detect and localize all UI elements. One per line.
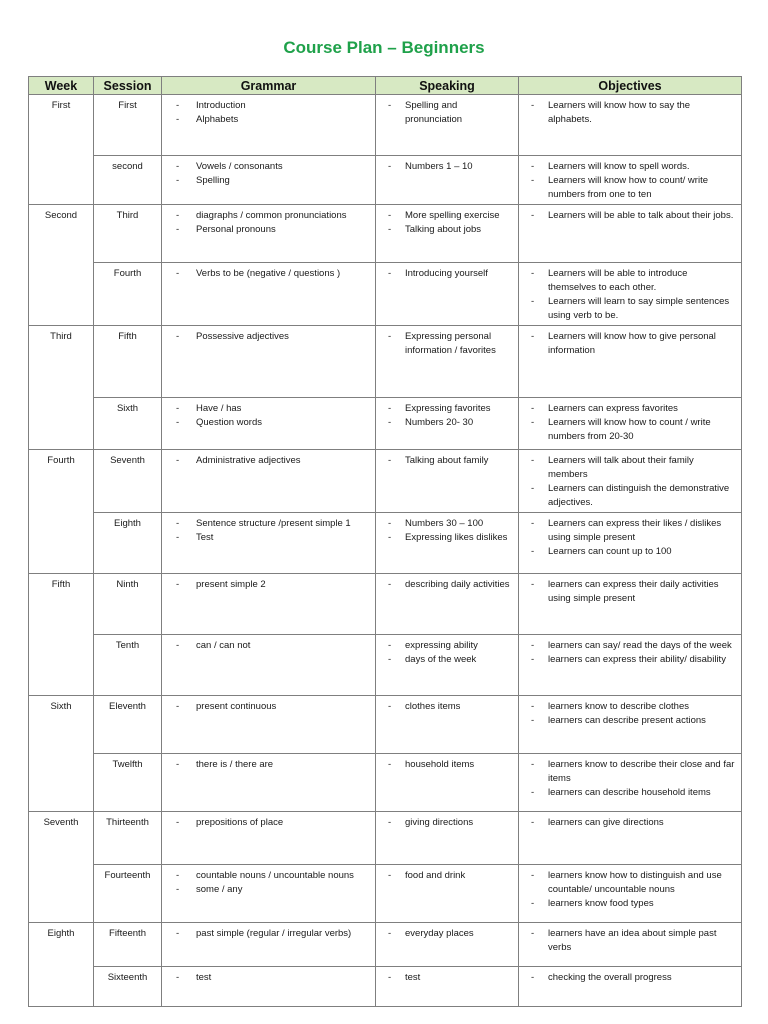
objective-item: - Learners can express their likes / dislikes using simple present — [525, 517, 735, 545]
objectives-cell — [519, 450, 742, 513]
grammar-list — [168, 267, 369, 281]
session-cell: First — [94, 95, 162, 156]
course-plan-table — [28, 76, 742, 1007]
session-cell: Sixteenth — [94, 967, 162, 1007]
objectives-list — [525, 971, 735, 985]
table-row — [29, 812, 742, 865]
speaking-cell — [376, 865, 519, 923]
objectives-cell — [519, 923, 742, 967]
objectives-list — [525, 402, 735, 444]
speaking-item: - food and drink — [382, 869, 512, 883]
grammar-cell — [162, 263, 376, 326]
objective-item: - Learners can distinguish the demonstrative adjectives. — [525, 482, 735, 510]
grammar-list — [168, 700, 369, 714]
objectives-cell — [519, 865, 742, 923]
table-row — [29, 450, 742, 513]
grammar-item: - Possessive adjectives — [168, 330, 369, 344]
speaking-item: - More spelling exercise — [382, 209, 512, 223]
table-row — [29, 865, 742, 923]
grammar-list — [168, 758, 369, 772]
session-cell: Ninth — [94, 574, 162, 635]
grammar-cell — [162, 326, 376, 398]
objective-item: - learners can say/ read the days of the week — [525, 639, 735, 653]
speaking-item: - Numbers 30 – 100 — [382, 517, 512, 531]
speaking-cell — [376, 398, 519, 450]
objectives-list — [525, 330, 735, 358]
objectives-list — [525, 454, 735, 510]
table-row — [29, 923, 742, 967]
grammar-cell — [162, 574, 376, 635]
speaking-list — [382, 758, 512, 772]
grammar-list — [168, 927, 369, 941]
speaking-list — [382, 816, 512, 830]
grammar-cell — [162, 865, 376, 923]
header-session: Session — [94, 77, 162, 95]
objectives-list — [525, 700, 735, 728]
objectives-cell — [519, 95, 742, 156]
table-row — [29, 95, 742, 156]
speaking-list — [382, 209, 512, 237]
speaking-list — [382, 927, 512, 941]
grammar-item: - Personal pronouns — [168, 223, 369, 237]
grammar-item: - test — [168, 971, 369, 985]
header-speaking: Speaking — [376, 77, 519, 95]
grammar-item: - diagraphs / common pronunciations — [168, 209, 369, 223]
table-row — [29, 967, 742, 1007]
session-cell: Tenth — [94, 635, 162, 696]
speaking-item: - describing daily activities — [382, 578, 512, 592]
speaking-item: - test — [382, 971, 512, 985]
week-cell: Second — [29, 205, 94, 326]
speaking-cell — [376, 923, 519, 967]
speaking-item: - Expressing personal information / favorites — [382, 330, 512, 358]
objective-item: - checking the overall progress — [525, 971, 735, 985]
grammar-item: - Alphabets — [168, 113, 369, 127]
header-week: Week — [29, 77, 94, 95]
objectives-list — [525, 99, 735, 127]
grammar-cell — [162, 398, 376, 450]
grammar-list — [168, 402, 369, 430]
table-row — [29, 513, 742, 574]
objective-item: - learners can express their daily activities using simple present — [525, 578, 735, 606]
speaking-item: - Numbers 20- 30 — [382, 416, 512, 430]
speaking-item: - Numbers 1 – 10 — [382, 160, 512, 174]
speaking-item: - clothes items — [382, 700, 512, 714]
objectives-cell — [519, 967, 742, 1007]
header-row — [29, 77, 742, 95]
speaking-item: - Talking about jobs — [382, 223, 512, 237]
objectives-cell — [519, 398, 742, 450]
week-cell: Seventh — [29, 812, 94, 923]
grammar-cell — [162, 156, 376, 205]
objectives-cell — [519, 696, 742, 754]
grammar-item: - some / any — [168, 883, 369, 897]
grammar-item: - Spelling — [168, 174, 369, 188]
speaking-cell — [376, 513, 519, 574]
objective-item: - Learners will be able to talk about their jobs. — [525, 209, 735, 223]
week-cell: Fourth — [29, 450, 94, 574]
speaking-cell — [376, 205, 519, 263]
objectives-cell — [519, 156, 742, 205]
grammar-list — [168, 209, 369, 237]
grammar-item: - there is / there are — [168, 758, 369, 772]
grammar-list — [168, 869, 369, 897]
objective-item: - Learners will know how to give personal information — [525, 330, 735, 358]
objective-item: - learners know food types — [525, 897, 735, 911]
speaking-list — [382, 639, 512, 667]
objectives-cell — [519, 574, 742, 635]
table-row — [29, 398, 742, 450]
objectives-cell — [519, 754, 742, 812]
session-cell: Fourteenth — [94, 865, 162, 923]
grammar-list — [168, 816, 369, 830]
table-body — [29, 95, 742, 1007]
grammar-item: - can / can not — [168, 639, 369, 653]
grammar-item: - Vowels / consonants — [168, 160, 369, 174]
grammar-item: - present simple 2 — [168, 578, 369, 592]
grammar-cell — [162, 635, 376, 696]
week-cell: Sixth — [29, 696, 94, 812]
speaking-item: - household items — [382, 758, 512, 772]
grammar-cell — [162, 205, 376, 263]
header-objectives: Objectives — [519, 77, 742, 95]
objective-item: - learners can describe household items — [525, 786, 735, 800]
grammar-list — [168, 330, 369, 344]
speaking-item: - Expressing favorites — [382, 402, 512, 416]
speaking-cell — [376, 635, 519, 696]
objectives-list — [525, 869, 735, 911]
objective-item: - Learners will know to spell words. — [525, 160, 735, 174]
week-cell: Third — [29, 326, 94, 450]
speaking-list — [382, 330, 512, 358]
session-cell: Fifteenth — [94, 923, 162, 967]
header-grammar: Grammar — [162, 77, 376, 95]
objective-item: - learners know to describe their close and far items — [525, 758, 735, 786]
speaking-list — [382, 971, 512, 985]
grammar-cell — [162, 95, 376, 156]
objective-item: - Learners will know how to count/ write numbers from one to ten — [525, 174, 735, 202]
grammar-cell — [162, 513, 376, 574]
objectives-list — [525, 816, 735, 830]
objectives-list — [525, 267, 735, 323]
session-cell: Thirteenth — [94, 812, 162, 865]
table-row — [29, 326, 742, 398]
grammar-item: - past simple (regular / irregular verbs) — [168, 927, 369, 941]
session-cell: Seventh — [94, 450, 162, 513]
grammar-list — [168, 578, 369, 592]
objective-item: - Learners will talk about their family members — [525, 454, 735, 482]
grammar-list — [168, 99, 369, 127]
grammar-list — [168, 639, 369, 653]
speaking-list — [382, 402, 512, 430]
objective-item: - Learners will learn to say simple sentences using verb to be. — [525, 295, 735, 323]
table-row — [29, 754, 742, 812]
objective-item: - Learners can express favorites — [525, 402, 735, 416]
objective-item: - learners can give directions — [525, 816, 735, 830]
session-cell: second — [94, 156, 162, 205]
objectives-list — [525, 639, 735, 667]
objectives-cell — [519, 263, 742, 326]
speaking-list — [382, 99, 512, 127]
speaking-cell — [376, 156, 519, 205]
week-cell: Fifth — [29, 574, 94, 696]
objectives-cell — [519, 326, 742, 398]
grammar-item: - prepositions of place — [168, 816, 369, 830]
speaking-cell — [376, 754, 519, 812]
speaking-item: - Introducing yourself — [382, 267, 512, 281]
objective-item: - Learners will know how to count / write numbers from 20-30 — [525, 416, 735, 444]
speaking-list — [382, 267, 512, 281]
speaking-list — [382, 454, 512, 468]
objective-item: - learners know how to distinguish and use countable/ uncountable nouns — [525, 869, 735, 897]
speaking-list — [382, 160, 512, 174]
speaking-item: - expressing ability — [382, 639, 512, 653]
objectives-list — [525, 517, 735, 559]
speaking-cell — [376, 263, 519, 326]
objectives-list — [525, 927, 735, 955]
objective-item: - Learners can count up to 100 — [525, 545, 735, 559]
grammar-item: - Introduction — [168, 99, 369, 113]
objectives-cell — [519, 205, 742, 263]
table-row — [29, 574, 742, 635]
speaking-item: - giving directions — [382, 816, 512, 830]
grammar-item: - countable nouns / uncountable nouns — [168, 869, 369, 883]
speaking-cell — [376, 95, 519, 156]
table-row — [29, 156, 742, 205]
speaking-cell — [376, 812, 519, 865]
objectives-list — [525, 578, 735, 606]
objective-item: - learners have an idea about simple past verbs — [525, 927, 735, 955]
grammar-item: - Have / has — [168, 402, 369, 416]
grammar-cell — [162, 923, 376, 967]
objectives-list — [525, 209, 735, 223]
week-cell: Eighth — [29, 923, 94, 1007]
week-cell: First — [29, 95, 94, 205]
grammar-cell — [162, 450, 376, 513]
speaking-cell — [376, 574, 519, 635]
objectives-cell — [519, 812, 742, 865]
grammar-list — [168, 971, 369, 985]
grammar-list — [168, 517, 369, 545]
grammar-item: - Test — [168, 531, 369, 545]
speaking-item: - Expressing likes dislikes — [382, 531, 512, 545]
table-row — [29, 696, 742, 754]
objectives-list — [525, 160, 735, 202]
speaking-list — [382, 869, 512, 883]
page-title: Course Plan – Beginners — [283, 38, 485, 57]
table-row — [29, 635, 742, 696]
grammar-list — [168, 454, 369, 468]
speaking-item: - Spelling and pronunciation — [382, 99, 512, 127]
grammar-cell — [162, 967, 376, 1007]
speaking-cell — [376, 450, 519, 513]
speaking-cell — [376, 326, 519, 398]
speaking-list — [382, 700, 512, 714]
speaking-item: - Talking about family — [382, 454, 512, 468]
objectives-list — [525, 758, 735, 800]
objective-item: - Learners will know how to say the alphabets. — [525, 99, 735, 127]
table-row — [29, 205, 742, 263]
speaking-cell — [376, 967, 519, 1007]
objective-item: - learners can express their ability/ disability — [525, 653, 735, 667]
grammar-item: - Verbs to be (negative / questions ) — [168, 267, 369, 281]
grammar-cell — [162, 812, 376, 865]
objective-item: - learners know to describe clothes — [525, 700, 735, 714]
speaking-list — [382, 578, 512, 592]
session-cell: Eighth — [94, 513, 162, 574]
grammar-item: - Sentence structure /present simple 1 — [168, 517, 369, 531]
speaking-cell — [376, 696, 519, 754]
objectives-cell — [519, 513, 742, 574]
session-cell: Third — [94, 205, 162, 263]
session-cell: Twelfth — [94, 754, 162, 812]
objectives-cell — [519, 635, 742, 696]
session-cell: Fifth — [94, 326, 162, 398]
speaking-list — [382, 517, 512, 545]
session-cell: Fourth — [94, 263, 162, 326]
session-cell: Eleventh — [94, 696, 162, 754]
grammar-cell — [162, 696, 376, 754]
grammar-item: - Administrative adjectives — [168, 454, 369, 468]
speaking-item: - days of the week — [382, 653, 512, 667]
grammar-item: - Question words — [168, 416, 369, 430]
speaking-item: - everyday places — [382, 927, 512, 941]
table-row — [29, 263, 742, 326]
objective-item: - Learners will be able to introduce themselves to each other. — [525, 267, 735, 295]
grammar-list — [168, 160, 369, 188]
grammar-item: - present continuous — [168, 700, 369, 714]
grammar-cell — [162, 754, 376, 812]
objective-item: - learners can describe present actions — [525, 714, 735, 728]
session-cell: Sixth — [94, 398, 162, 450]
